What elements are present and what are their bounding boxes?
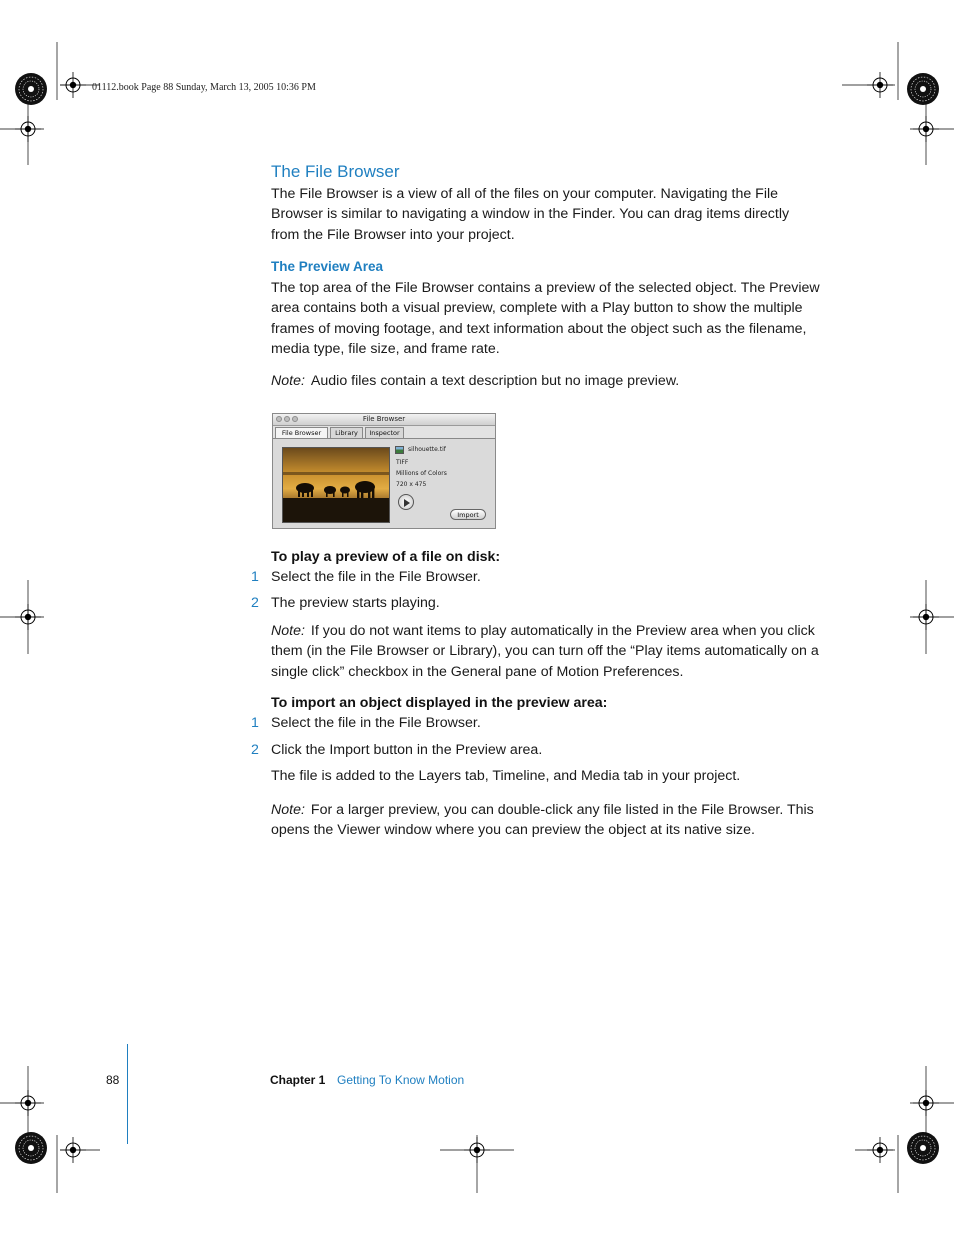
step-text: Select the file in the File Browser. — [271, 715, 481, 731]
preview-image — [282, 447, 390, 523]
preview-line: frames of moving footage, and text information about the object such as the filename, — [271, 320, 807, 337]
preview-line: The top area of the File Browser contains a preview of the selected object. The Preview — [271, 280, 820, 296]
note-line: them (in the File Browser or Library), you can turn off the “Play items automatically on a — [271, 643, 819, 660]
note-label: Note: — [271, 802, 305, 818]
intro-paragraph — [271, 184, 831, 245]
import-button[interactable]: Import — [450, 509, 486, 520]
step-text: Click the Import button in the Preview area. — [271, 742, 543, 758]
step-number: 1 — [251, 715, 259, 731]
file-thumbnail-icon — [395, 446, 404, 454]
task2-heading: To import an object displayed in the preview area: — [271, 695, 608, 711]
file-dimensions: 720 x 475 — [396, 481, 427, 488]
tab-file-browser[interactable]: File Browser — [275, 427, 328, 438]
task1-heading: To play a preview of a file on disk: — [271, 549, 501, 565]
file-browser-screenshot — [272, 413, 496, 529]
note-autoplay — [271, 621, 831, 682]
note-line: opens the Viewer window where you can preview the object at its native size. — [271, 822, 755, 839]
note-text: If you do not want items to play automatically in the Preview area when you click — [310, 623, 815, 639]
footer-rule — [127, 1044, 128, 1144]
play-button[interactable] — [398, 494, 414, 510]
step-text: Select the file in the File Browser. — [271, 569, 481, 585]
subsection-title: The Preview Area — [271, 259, 384, 274]
tab-library[interactable]: Library — [330, 427, 363, 438]
step-text: The preview starts playing. — [271, 595, 440, 611]
step-number: 2 — [251, 742, 259, 758]
note-line — [271, 621, 831, 641]
play-icon — [404, 499, 410, 507]
intro-line: The File Browser is a view of all of the files on your computer. Navigating the File — [271, 186, 779, 202]
tab-inspector[interactable]: Inspector — [365, 427, 404, 438]
note-label: Note: — [271, 373, 305, 389]
preview-paragraph — [271, 278, 831, 359]
note-line: single click” checkbox in the General pane of Motion Preferences. — [271, 663, 684, 680]
note-label: Note: — [271, 623, 305, 639]
file-colors: Millions of Colors — [396, 470, 447, 477]
note-audio — [271, 371, 831, 391]
intro-line: from the File Browser into your project. — [271, 226, 515, 243]
window-title: File Browser — [362, 415, 406, 423]
window-titlebar — [273, 414, 495, 426]
preview-line: media type, file size, and frame rate. — [271, 340, 500, 357]
note-text: Audio files contain a text description but no image preview. — [310, 373, 680, 389]
preview-line: area contains both a visual preview, complete with a Play button to show the multiple — [271, 300, 803, 317]
note-larger-preview — [271, 800, 831, 841]
step-number: 2 — [251, 595, 259, 611]
intro-line: Browser is similar to navigating a window in the Finder. You can drag items directly — [271, 206, 790, 223]
file-name: silhouette.tif — [408, 446, 446, 453]
note-text: For a larger preview, you can double-click any file listed in the File Browser. This — [310, 802, 814, 818]
step-result: The file is added to the Layers tab, Timeline, and Media tab in your project. — [271, 768, 741, 784]
chapter-label: Chapter 1 — [270, 1073, 326, 1087]
section-title: The File Browser — [271, 162, 400, 181]
step-number: 1 — [251, 569, 259, 585]
print-slug: 01112.book Page 88 Sunday, March 13, 2005 10:36 PM — [92, 82, 316, 93]
chapter-title: Getting To Know Motion — [337, 1073, 465, 1087]
page-number: 88 — [106, 1073, 120, 1087]
file-type: TIFF — [396, 459, 409, 466]
note-line — [271, 800, 831, 820]
